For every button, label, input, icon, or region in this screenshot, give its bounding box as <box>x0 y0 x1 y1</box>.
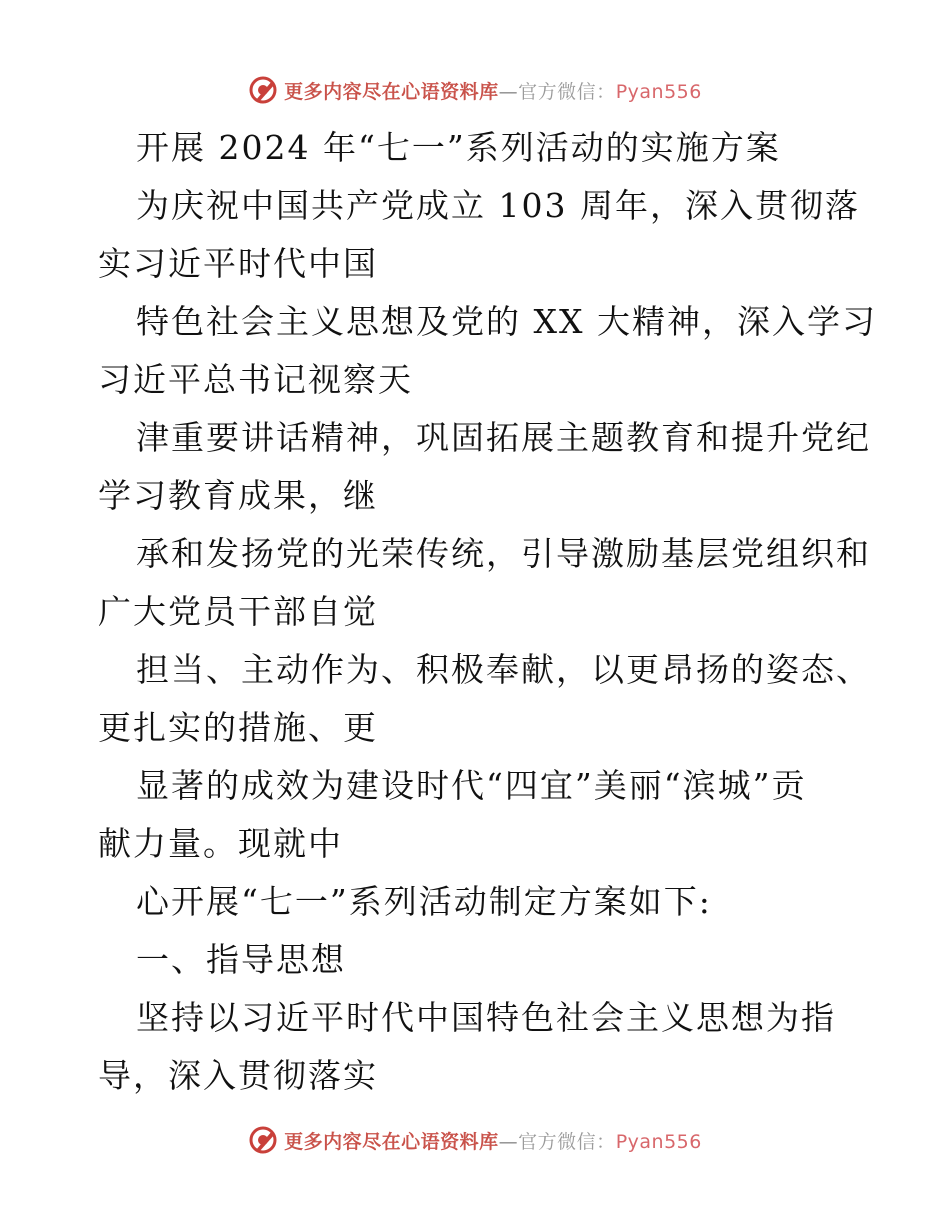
wechat-id: Pyan556 <box>615 80 702 103</box>
paragraph-line: 坚持以习近平时代中国特色社会主义思想为指 <box>136 998 836 1037</box>
official-label: 官方微信： <box>518 1130 616 1153</box>
banner-dash: — <box>498 80 519 103</box>
paragraph-line: 实习近平时代中国 <box>98 244 378 283</box>
paragraph-line: 津重要讲话精神，巩固拓展主题教育和提升党纪 <box>136 418 871 457</box>
paragraph-line: 更扎实的措施、更 <box>98 708 378 747</box>
promo-text: 更多内容尽在心语资料库 <box>284 1130 499 1153</box>
paragraph-line: 担当、主动作为、积极奉献，以更昂扬的姿态、 <box>136 650 871 689</box>
footer-banner <box>0 1122 950 1158</box>
paragraph-line: 心开展“七一”系列活动制定方案如下: <box>136 882 712 921</box>
paragraph-line: 习近平总书记视察天 <box>98 360 413 399</box>
paragraph-line: 承和发扬党的光荣传统，引导激励基层党组织和 <box>136 534 871 573</box>
paragraph-line: 学习教育成果，继 <box>98 476 378 515</box>
official-label: 官方微信： <box>518 80 616 103</box>
pen-logo-icon <box>248 1125 278 1155</box>
wechat-id: Pyan556 <box>615 1130 702 1153</box>
paragraph-line: 献力量。现就中 <box>98 824 343 863</box>
section-heading: 一、指导思想 <box>136 940 346 979</box>
paragraph-line: 导，深入贯彻落实 <box>98 1056 378 1095</box>
paragraph-line: 特色社会主义思想及党的 XX 大精神，深入学习 <box>136 302 877 341</box>
paragraph-line: 为庆祝中国共产党成立 103 周年，深入贯彻落 <box>136 186 860 225</box>
promo-text: 更多内容尽在心语资料库 <box>284 80 499 103</box>
paragraph-line: 广大党员干部自觉 <box>98 592 378 631</box>
banner-dash: — <box>498 1130 519 1153</box>
document-title: 开展 2024 年“七一”系列活动的实施方案 <box>136 128 781 167</box>
paragraph-line: 显著的成效为建设时代“四宜”美丽“滨城”贡 <box>136 766 807 805</box>
